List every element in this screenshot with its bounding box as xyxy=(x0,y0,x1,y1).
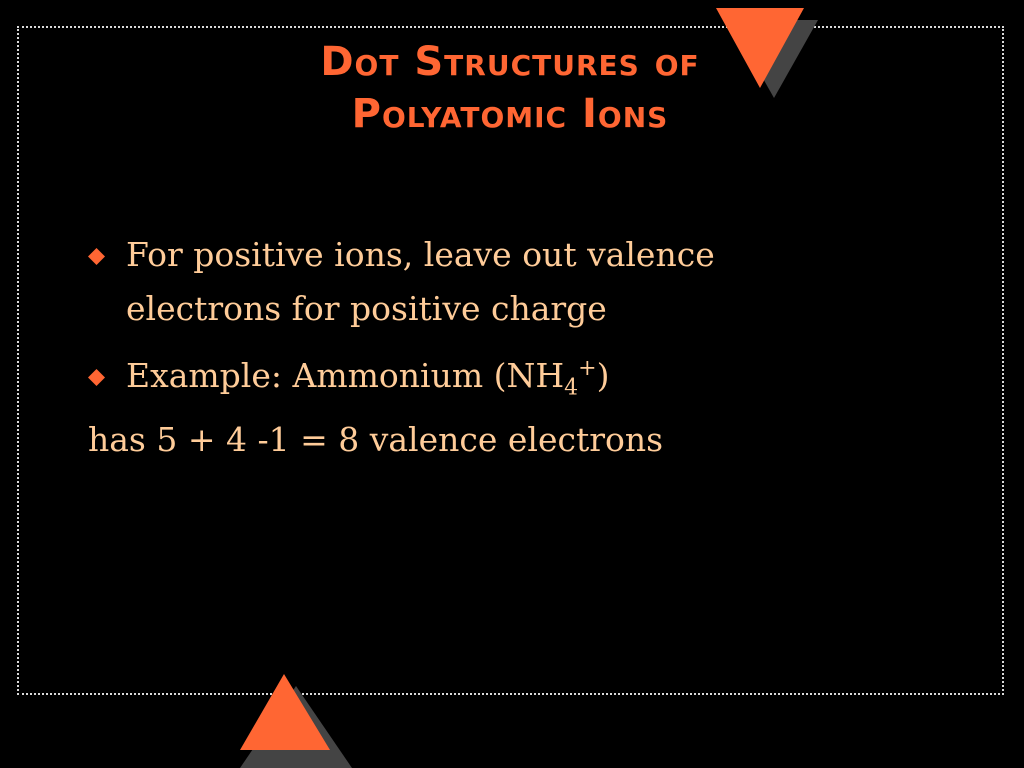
bullet-text xyxy=(126,349,818,403)
bullet-text: For positive ions, leave out valence electrons for positive charge xyxy=(126,235,715,328)
triangle-fill xyxy=(240,674,330,750)
diamond-bullet-icon xyxy=(88,369,105,386)
slide-title xyxy=(150,36,870,140)
valence-electron-count-line: has 5 + 4 -1 = 8 valence electrons xyxy=(88,420,664,459)
up-triangle-icon xyxy=(236,672,356,768)
bullet-item-example xyxy=(88,349,818,403)
bullet-item-positive-ions xyxy=(88,228,818,336)
example-text: Example: Ammonium (NH xyxy=(126,356,565,395)
title-line-1: Dot Structures of xyxy=(320,39,700,85)
close-paren: ) xyxy=(596,356,610,395)
diamond-bullet-icon xyxy=(88,248,105,265)
subscript-4: 4 xyxy=(564,375,579,401)
superscript-plus: + xyxy=(578,356,597,381)
title-line-2: Polyatomic Ions xyxy=(351,91,669,137)
